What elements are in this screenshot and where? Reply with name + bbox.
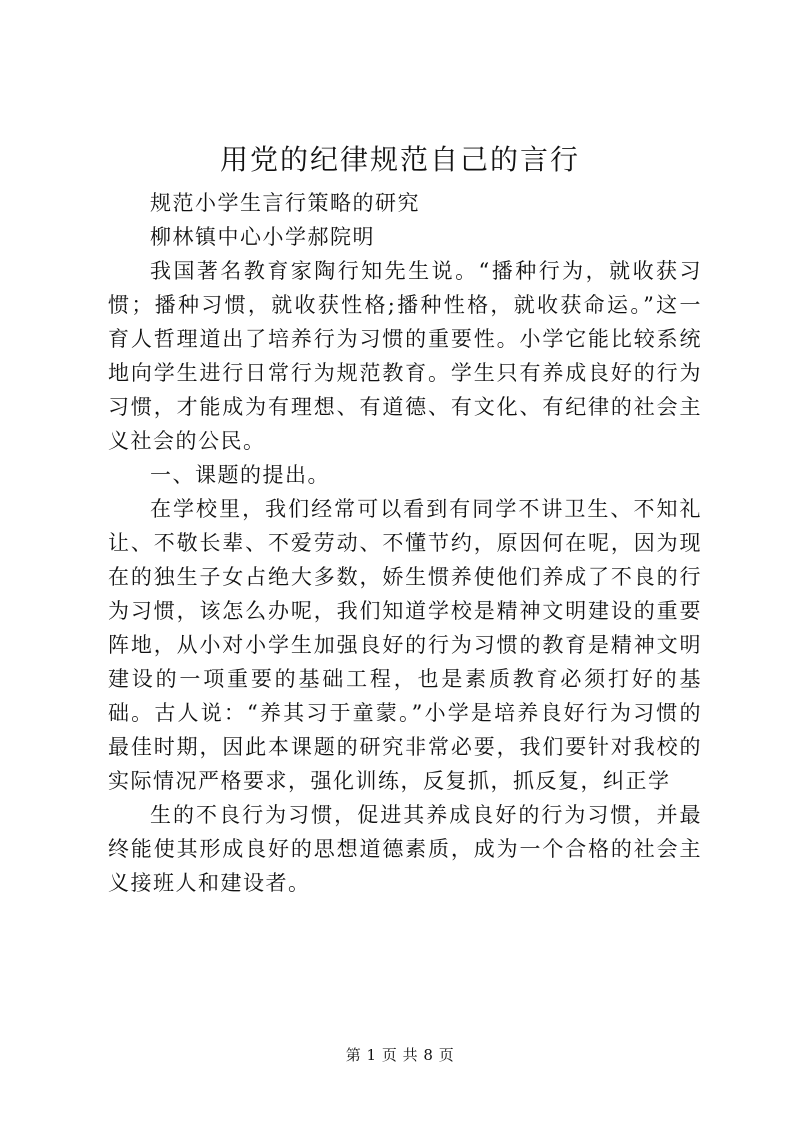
page-number-footer: 第 1 页 共 8 页 bbox=[345, 1046, 455, 1064]
subtitle-paragraph: 规范小学生言行策略的研究 bbox=[150, 191, 420, 215]
document-title: 用党的纪律规范自己的言行 bbox=[219, 143, 580, 176]
body-paragraph-continuation: 生的不良行为习惯，促进其养成良好的行为习惯，并最终能使其形成良好的思想道德素质，成为一个合格的社会主义接班人和建设者。 bbox=[108, 803, 702, 895]
body-paragraph-intro: 我国著名教育家陶行知先生说。“播种行为，就收获习惯；播种习惯，就收获性格;播种性格，就收获命运。”这一育人哲理道出了培养行为习惯的重要性。小学它能比较系统地向学生进行日常行为规范教育。学生只有养成良好的行为习惯，才能成为有理想、有道德、有文化、有纪律的社会主义社会的公民。 bbox=[108, 259, 702, 453]
section-heading: 一、课题的提出。 bbox=[150, 463, 330, 487]
body-paragraph-background: 在学校里，我们经常可以看到有同学不讲卫生、不知礼让、不敬长辈、不爱劳动、不懂节约，原因何在呢，因为现在的独生子女占绝大多数，娇生惯养使他们养成了不良的行为习惯，该怎么办呢，我们知道学校是精神文明建设的重要阵地，从小对小学生加强良好的行为习惯的教育是精神文明建设的一项重要的基础工程，也是素质教育必须打好的基础。古人说：“养其习于童蒙。”小学是培养良好行为习惯的最佳时期，因此本课题的研究非常必要，我们要针对我校的实际情况严格要求，强化训练，反复抓，抓反复，纠正学 bbox=[108, 497, 702, 793]
author-paragraph: 柳林镇中心小学郝院明 bbox=[150, 225, 375, 249]
document-body bbox=[108, 186, 702, 900]
